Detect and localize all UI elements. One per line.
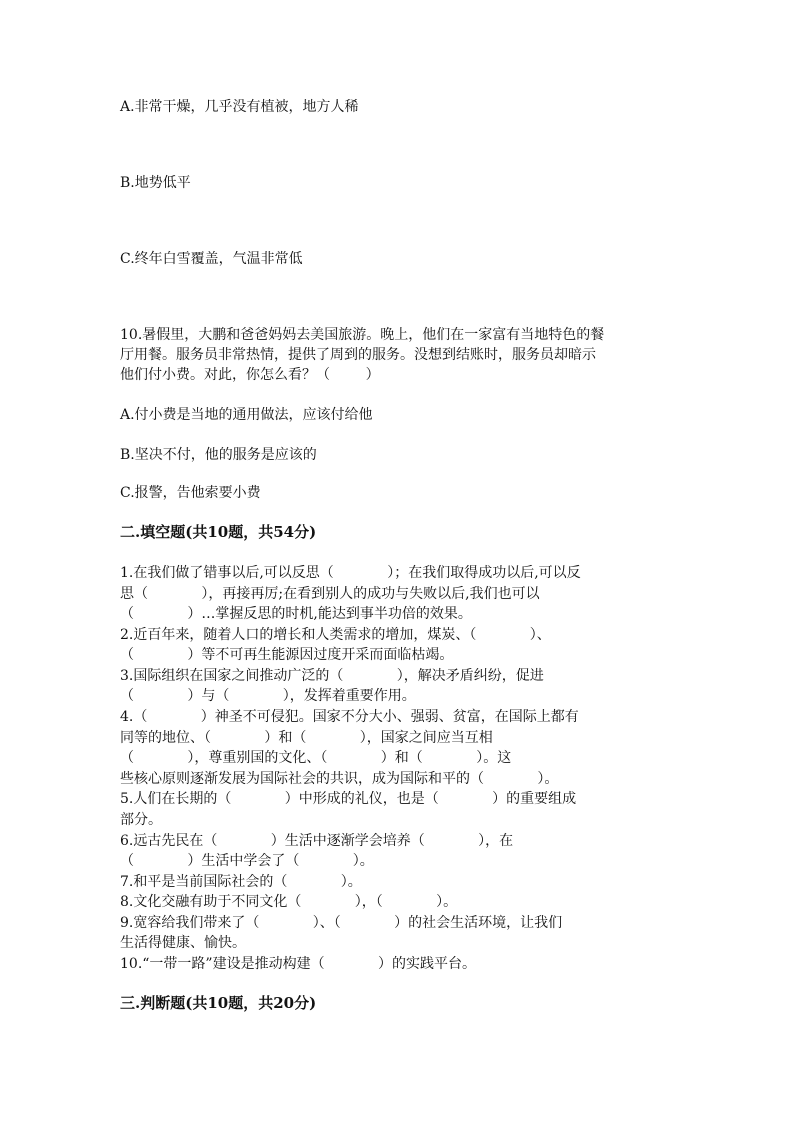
fill-line: 3.国际组织在国家之间推动广泛的（ ），解决矛盾纠纷，促进 [120,668,544,684]
q10-option-b: B.坚决不付，他的服务是应该的 [120,447,317,463]
fill-line: 8.文化交融有助于不同文化（ ），（ ）。 [120,894,458,910]
fill-line: 5.人们在长期的（ ）中形成的礼仪，也是（ ）的重要组成 [120,791,577,807]
fill-line: 部分。 [120,812,162,828]
fill-line: （ ），尊重别国的文化、（ ）和（ ）。这 [120,750,512,766]
q9-option-b: B.地势低平 [120,175,191,191]
fill-line: 6.远古先民在（ ）生活中逐渐学会培养（ ），在 [120,833,514,849]
fill-line: （ ）…掌握反思的时机,能达到事半功倍的效果。 [120,606,472,622]
section-3-heading: 三.判断题(共10题，共20分) [120,994,317,1012]
fill-line: （ ）等不可再生能源因过度开采而面临枯竭。 [120,647,454,663]
q10-option-c: C.报警，告他索要小费 [120,485,261,501]
fill-line: 些核心原则逐渐发展为国际社会的共识，成为国际和平的（ ）。 [120,771,559,787]
q10-option-a: A.付小费是当地的通用做法，应该付给他 [120,407,373,423]
fill-line: （ ）生活中学会了（ ）。 [120,853,374,869]
q9-option-a: A.非常干燥，几乎没有植被，地方人稀 [120,99,359,115]
q9-option-c: C.终年白雪覆盖，气温非常低 [120,251,303,267]
fill-line: 10.“一带一路”建设是推动构建（ ）的实践平台。 [120,956,476,972]
fill-line: 同等的地位、（ ）和（ ），国家之间应当互相 [120,730,493,746]
fill-line: 2.近百年来，随着人口的增长和人类需求的增加，煤炭、（ ）、 [120,627,551,643]
fill-line: （ ）与（ ），发挥着重要作用。 [120,688,416,704]
q10-stem-line-2: 厅用餐。服务员非常热情，提供了周到的服务。没想到结账时，服务员却暗示 [120,347,596,363]
q10-stem-line-1: 10.暑假里，大鹏和爸爸妈妈去美国旅游。晚上，他们在一家富有当地特色的餐 [120,327,605,343]
fill-line: 生活得健康、愉快。 [120,935,246,951]
fill-line: 4.（ ）神圣不可侵犯。国家不分大小、强弱、贫富，在国际上都有 [120,709,579,725]
fill-line: 9.宽容给我们带来了（ ）、（ ）的社会生活环境，让我们 [120,915,563,931]
section-2-heading: 二.填空题(共10题，共54分) [120,523,317,541]
fill-line: 1.在我们做了错事以后,可以反思（ ）；在我们取得成功以后,可以反 [120,565,581,581]
fill-line: 7.和平是当前国际社会的（ ）。 [120,874,362,890]
q10-stem-line-3: 他们付小费。对此，你怎么看？（ ） [120,367,380,383]
fill-line: 思（ ），再接再厉;在看到别人的成功与失败以后,我们也可以 [120,586,540,602]
